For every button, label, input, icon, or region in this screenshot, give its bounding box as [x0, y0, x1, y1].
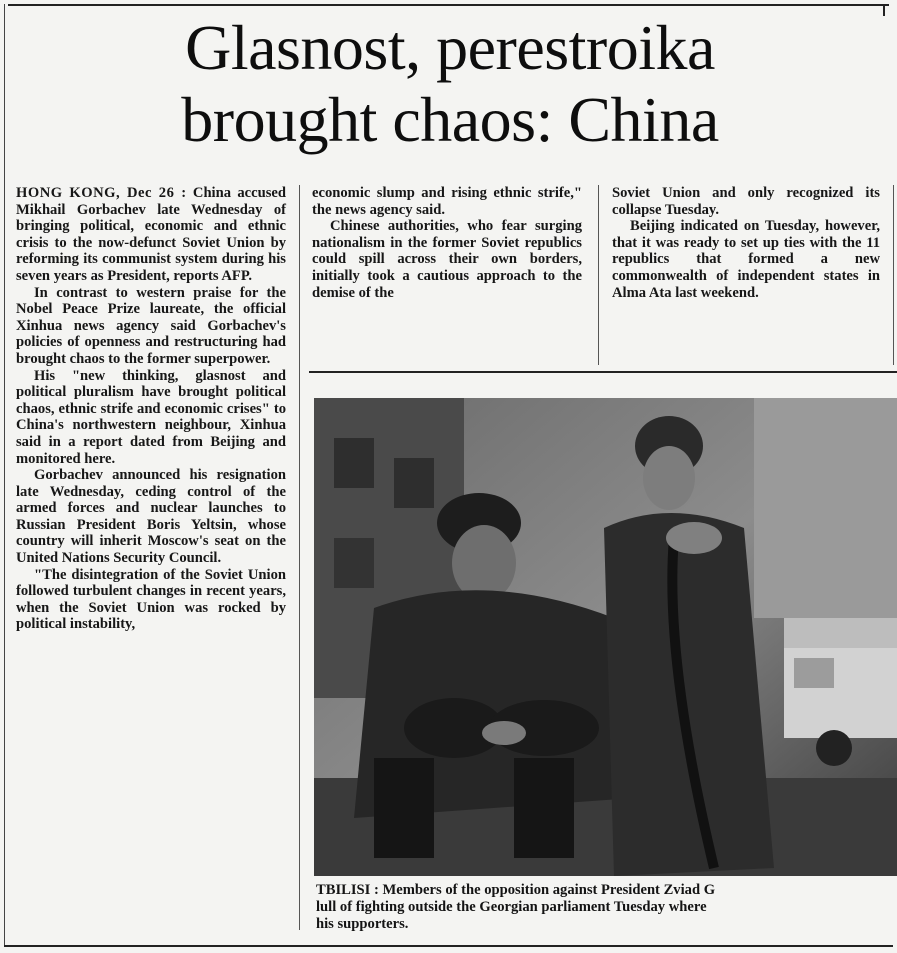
article-column-3	[612, 185, 880, 301]
headline-line-1: Glasnost, perestroika	[185, 12, 715, 83]
photo-caption: TBILISI : Members of the opposition against President Zviad G lull of fighting outside the Georgian parliament Tuesday where his supporters.	[316, 882, 716, 932]
article-paragraph	[16, 185, 286, 285]
column-divider	[299, 185, 300, 930]
photo-top-rule	[309, 371, 897, 373]
dateline: HONG KONG, Dec 26 :	[16, 185, 187, 201]
left-rule	[4, 4, 5, 945]
article-column-1	[16, 185, 286, 633]
article-paragraph: In contrast to western praise for the Nobel Peace Prize laureate, the official Xinhua news agency said Gorbachev's policies of openness and restructuring had brought chaos to the former superpower.	[16, 284, 286, 367]
bottom-rule	[4, 945, 893, 947]
article-column-2	[312, 185, 582, 301]
top-rule	[8, 4, 889, 6]
right-rule	[883, 4, 885, 16]
article-paragraph: Gorbachev announced his resignation late Wednesday, ceding control of the armed forces and nuclear launches to Russian President Boris Yeltsin, whose country will inherit Moscow's seat on the United Nations Security Council.	[16, 467, 286, 567]
article-paragraph: economic slump and rising ethnic strife," the news agency said.	[312, 185, 582, 218]
article-paragraph: "The disintegration of the Soviet Union followed turbulent changes in recent years, when the Soviet Union was rocked by political instability,	[16, 566, 286, 633]
photo-illustration	[314, 398, 897, 876]
paragraph-text: China accused Mikhail Gorbachev late Wednesday of bringing political, economic and ethnic crisis to the now-defunct Soviet Union by reforming its communist system during his seven years as President, reports AFP.	[16, 185, 286, 284]
headline	[20, 12, 880, 156]
article-paragraph: Soviet Union and only recognized its collapse Tuesday.	[612, 185, 880, 218]
column-divider	[893, 185, 894, 365]
article-paragraph: Beijing indicated on Tuesday, however, that it was ready to set up ties with the 11 republics that formed a new commonwealth of independent states in Alma Ata last weekend.	[612, 218, 880, 301]
news-photo	[314, 398, 897, 876]
article-paragraph: His "new thinking, glasnost and political pluralism have brought political chaos, ethnic strife and economic crises" to China's northwestern neighbour, Xinhua said in a report dated from Beijing and monitored here.	[16, 367, 286, 467]
headline-line-2: brought chaos: China	[181, 84, 719, 155]
column-divider	[598, 185, 599, 365]
article-paragraph: Chinese authorities, who fear surging nationalism in the former Soviet republics could spill across their own borders, initially took a cautious approach to the demise of the	[312, 218, 582, 301]
